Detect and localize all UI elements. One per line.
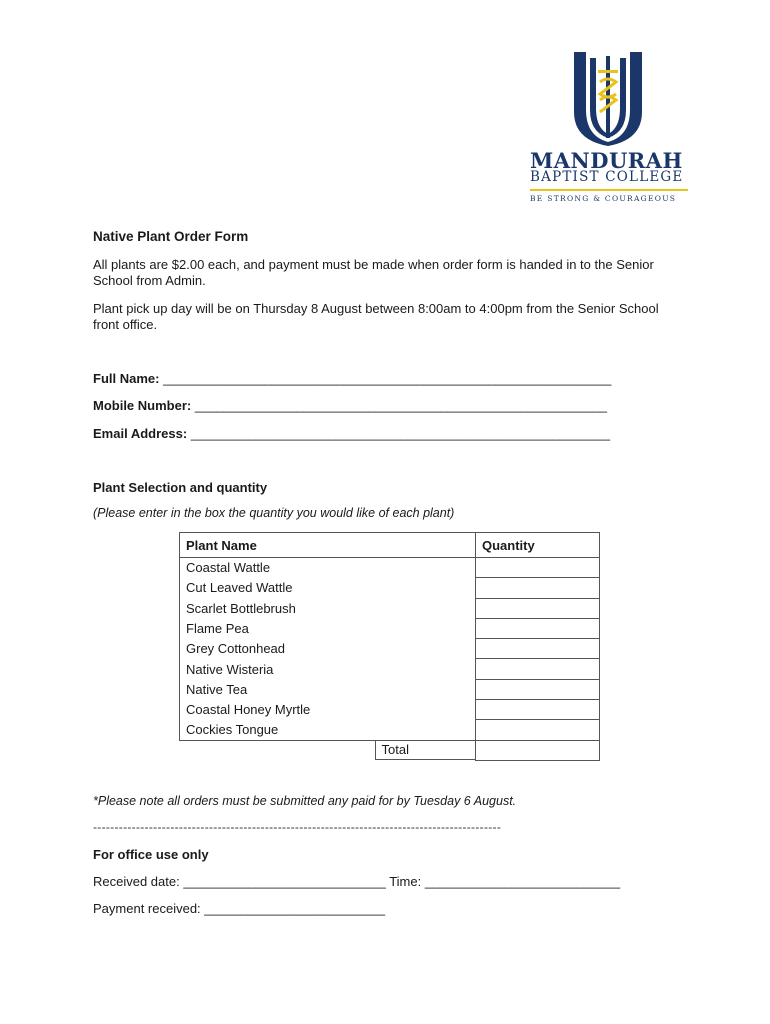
- form-title: Native Plant Order Form: [93, 229, 249, 244]
- plant-name-cell: Flame Pea: [180, 618, 476, 638]
- table-row: [180, 578, 600, 598]
- full-name-label: Full Name:: [93, 371, 160, 386]
- table-row: [180, 720, 600, 740]
- total-label: Total: [375, 741, 476, 760]
- table-row: [180, 598, 600, 618]
- plant-selection-heading: Plant Selection and quantity: [93, 480, 268, 495]
- plant-selection-instruction: (Please enter in the box the quantity you would like of each plant): [93, 506, 455, 520]
- plant-name-cell: Grey Cottonhead: [180, 639, 476, 659]
- quantity-input-cell[interactable]: [476, 720, 600, 740]
- table-row: [180, 558, 600, 578]
- total-quantity-cell[interactable]: [476, 740, 600, 760]
- plant-name-cell: Native Wisteria: [180, 659, 476, 679]
- quantity-input-cell[interactable]: [476, 618, 600, 638]
- plant-name-cell: Native Tea: [180, 679, 476, 699]
- table-row: [180, 659, 600, 679]
- quantity-header: Quantity: [476, 533, 600, 558]
- plant-name-cell: Coastal Honey Myrtle: [180, 700, 476, 720]
- full-name-field[interactable]: [93, 371, 611, 386]
- table-header-row: [180, 533, 600, 558]
- quantity-input-cell[interactable]: [476, 679, 600, 699]
- plant-name-header: Plant Name: [180, 533, 476, 558]
- submission-deadline-note: *Please note all orders must be submitted any paid for by Tuesday 6 August.: [93, 794, 517, 808]
- plant-name-cell: Coastal Wattle: [180, 558, 476, 578]
- intro-paragraph-pickup: Plant pick up day will be on Thursday 8 August between 8:00am to 4:00pm from the Senior School front office.: [93, 301, 659, 332]
- received-date-line[interactable]: ____________________________: [183, 874, 386, 889]
- time-line[interactable]: ___________________________: [424, 874, 621, 889]
- quantity-input-cell[interactable]: [476, 598, 600, 618]
- received-date-field[interactable]: [93, 874, 620, 890]
- plant-name-cell: Cut Leaved Wattle: [180, 578, 476, 598]
- mobile-number-field[interactable]: [93, 398, 607, 413]
- payment-received-line[interactable]: _________________________: [204, 901, 386, 916]
- plant-order-table: [179, 532, 600, 761]
- quantity-input-cell[interactable]: [476, 700, 600, 720]
- quantity-input-cell[interactable]: [476, 639, 600, 659]
- quantity-input-cell[interactable]: [476, 578, 600, 598]
- email-address-field[interactable]: [93, 426, 610, 441]
- mobile-number-label: Mobile Number:: [93, 398, 192, 413]
- table-row: [180, 618, 600, 638]
- email-address-label: Email Address:: [93, 426, 188, 441]
- total-row: [180, 740, 600, 760]
- intro-paragraph-pricing: All plants are $2.00 each, and payment must be made when order form is handed in to the Senior School from Admin.: [93, 257, 654, 288]
- quantity-input-cell[interactable]: [476, 659, 600, 679]
- time-label: Time:: [389, 874, 422, 889]
- table-row: [180, 679, 600, 699]
- mobile-number-line[interactable]: _________________________________________________________: [194, 398, 607, 413]
- shield-crest-icon: [572, 50, 644, 146]
- college-logo: [530, 50, 690, 210]
- table-row: [180, 700, 600, 720]
- logo-wordmark: MANDURAH: [530, 148, 683, 173]
- logo-motto: BE STRONG & COURAGEOUS: [530, 194, 677, 203]
- total-label-cell: [180, 740, 476, 760]
- table-row: [180, 639, 600, 659]
- logo-subtitle: BAPTIST COLLEGE: [530, 169, 684, 185]
- payment-received-label: Payment received:: [93, 901, 201, 916]
- section-divider: -----------------------------------------------------------------------------------------------: [93, 820, 502, 834]
- plant-name-cell: Cockies Tongue: [180, 720, 476, 740]
- office-use-heading: For office use only: [93, 847, 209, 862]
- plant-name-cell: Scarlet Bottlebrush: [180, 598, 476, 618]
- logo-divider: [530, 189, 688, 191]
- payment-received-field[interactable]: [93, 901, 385, 917]
- received-date-label: Received date:: [93, 874, 180, 889]
- email-address-line[interactable]: __________________________________________________________: [190, 426, 611, 441]
- full-name-line[interactable]: ______________________________________________________________: [163, 371, 612, 386]
- quantity-input-cell[interactable]: [476, 558, 600, 578]
